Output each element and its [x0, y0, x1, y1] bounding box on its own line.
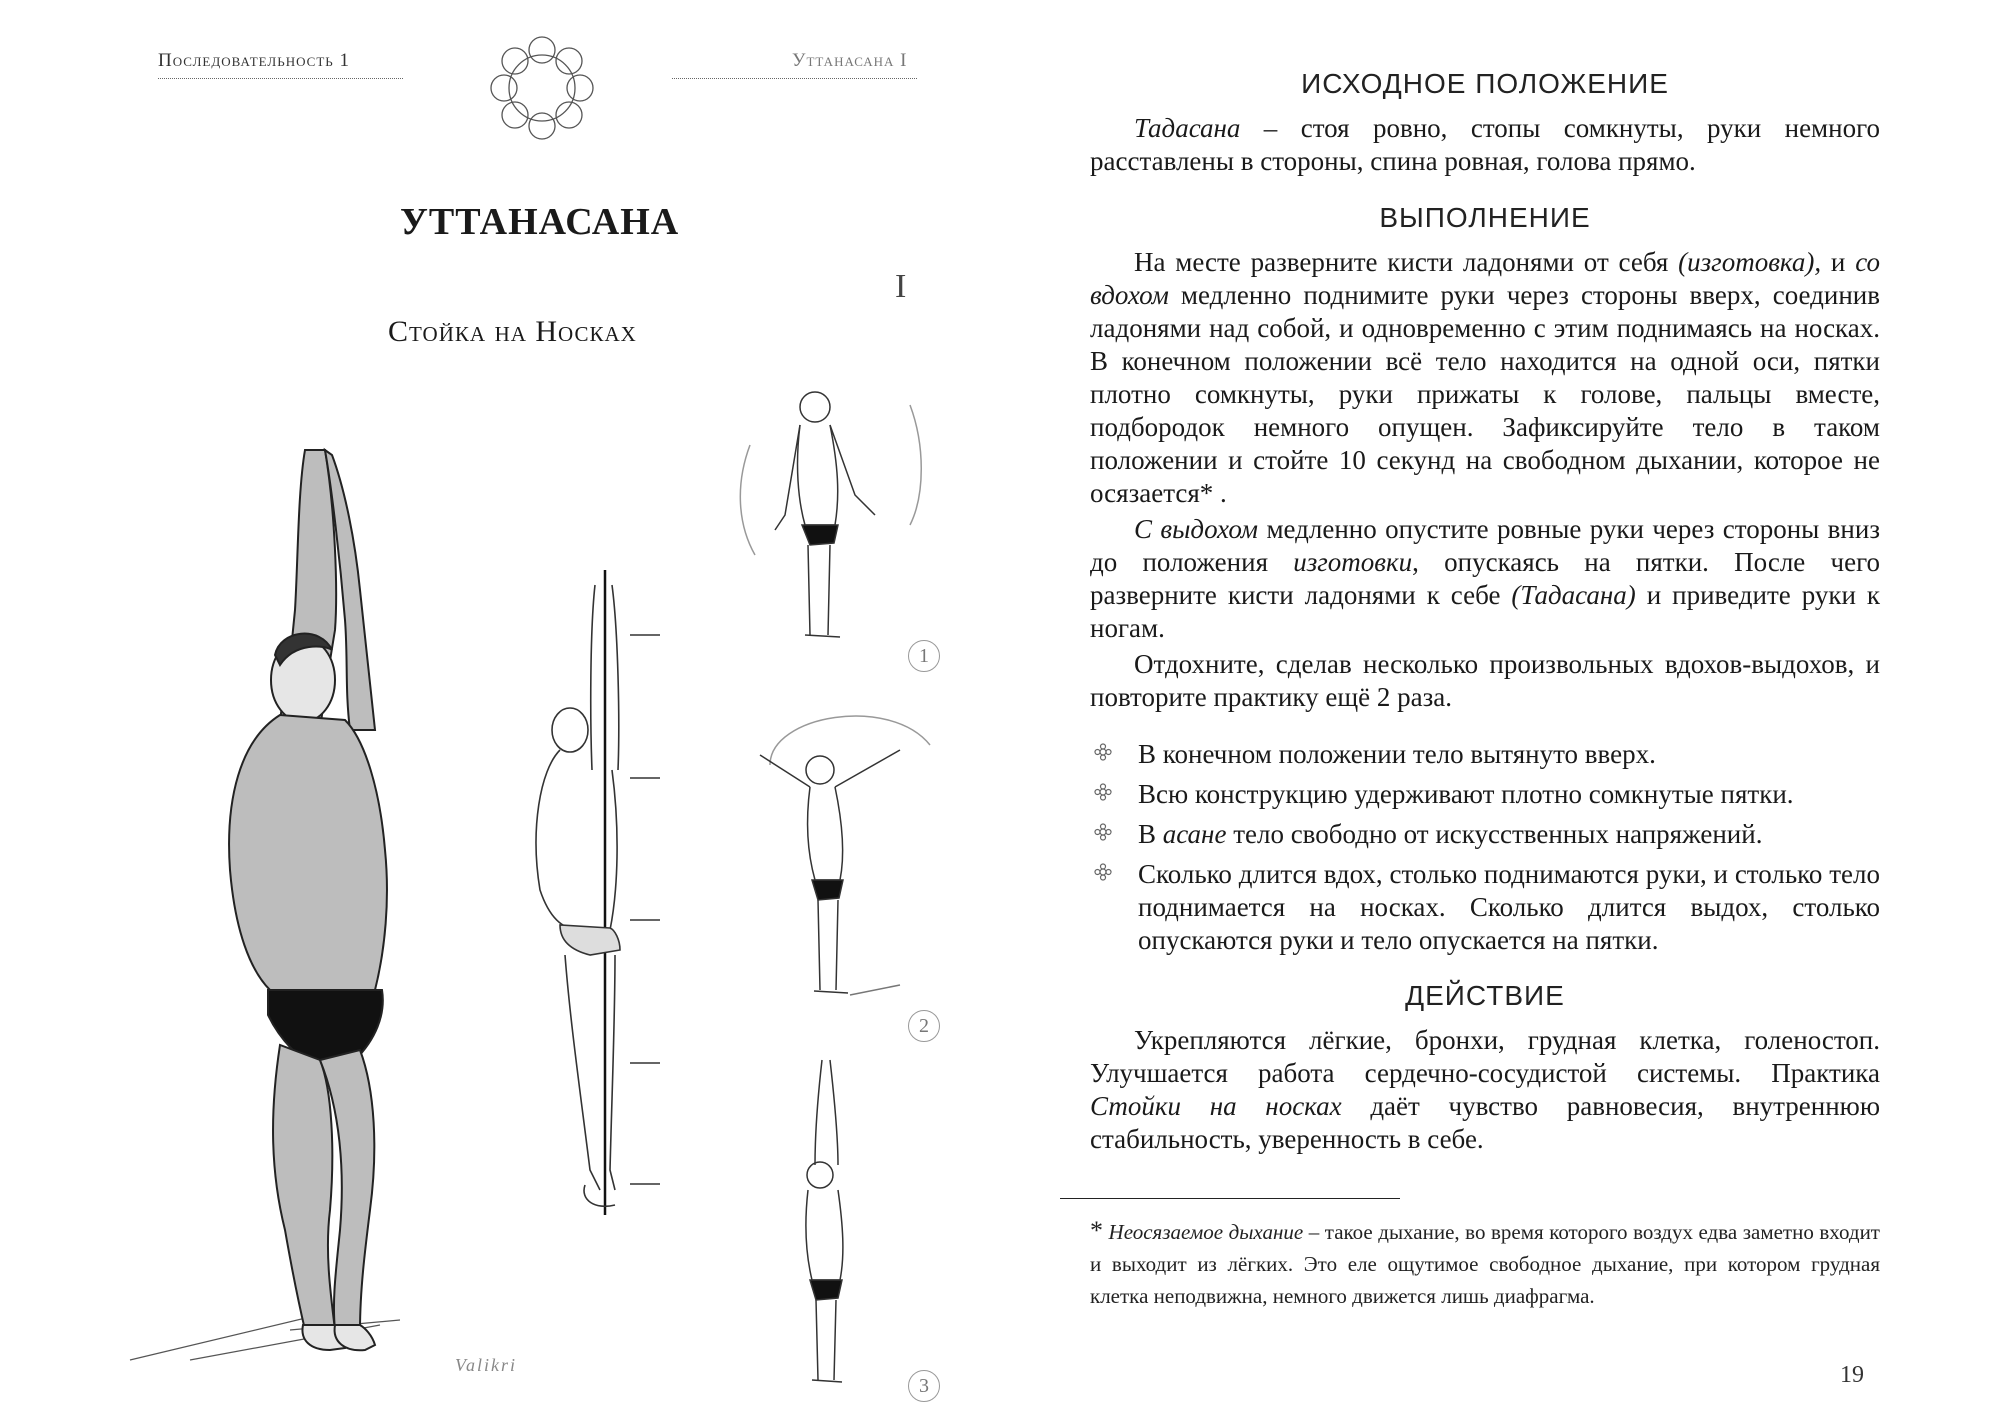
flower-bullet-icon	[1094, 743, 1112, 761]
list-item-text: Всю конструкцию удерживают плотно сомкнутые пятки.	[1138, 779, 1794, 809]
running-head-left: Последовательность 1	[158, 50, 350, 71]
step-label-3: 3	[908, 1370, 940, 1402]
step-label-2: 2	[908, 1010, 940, 1042]
running-head-rule-right	[672, 78, 917, 79]
pose-subtitle: Стойка на Носках	[388, 315, 637, 348]
side-view-illustration	[520, 570, 670, 1220]
main-figure-illustration	[120, 430, 520, 1380]
page-number: 19	[1840, 1362, 1864, 1388]
footnote-marker: *	[1090, 1216, 1103, 1245]
list-item	[1090, 818, 1880, 851]
section-heading-action: ДЕЙСТВИЕ	[1405, 980, 1565, 1011]
start-position-text	[1090, 112, 1880, 178]
term-tadasana: Тадасана	[1134, 113, 1241, 143]
execution-paragraph-2: С выдохом медленно опустите ровные руки через стороны вниз до положения изготовки, опускаясь на пятки. После чего разверните кисти ладонями к себе (Тадасана) и приведите руки к ногам.	[1090, 514, 1880, 643]
list-item	[1090, 858, 1880, 957]
list-item	[1090, 738, 1880, 771]
step-figure-2-illustration	[740, 695, 960, 1015]
list-item-text: Сколько длится вдох, столько поднимаются руки, и столько тело поднимается на носках. Сколько длится выдох, столько опускаются руки и тело опускается на пятки.	[1138, 859, 1880, 955]
execution-paragraph-1: На месте разверните кисти ладонями от себя (изготовка), и со вдохом медленно поднимите руки через стороны вверх, соединив ладонями над собой, и одновременно с этим поднимаясь на носках. В конечном положении всё тело находится на одной оси, пятки плотно сомкнуты, руки прижаты к голове, пальцы вместе, подбородок немного опущен. Зафиксируйте тело в таком положении и стойте 10 секунд на свободном дыхании, которое не осязается* .	[1090, 247, 1880, 508]
footnote-rule	[1060, 1198, 1400, 1199]
roman-numeral: I	[895, 268, 907, 305]
running-head-rule-left	[158, 78, 403, 79]
list-item	[1090, 778, 1880, 811]
section-heading-execution: ВЫПОЛНЕНИЕ	[1379, 202, 1591, 233]
list-item-text: В асане тело свободно от искусственных напряжений.	[1138, 819, 1763, 849]
flower-bullet-icon	[1094, 863, 1112, 881]
action-paragraph: Укрепляются лёгкие, бронхи, грудная клетка, голеностоп. Улучшается работа сердечно-сосудистой системы. Практика Стойки на носках даёт чувство равновесия, внутреннюю стабильность, уверенность в себе.	[1090, 1025, 1880, 1154]
right-page	[1090, 0, 1880, 1409]
footnote: * Неосязаемое дыхание – такое дыхание, во время которого воздух едва заметно входит и выходит из лёгких. Это еле ощутимое свободное дыхание, при котором грудная клетка неподвижна, немного движется лишь диафрагма.	[1090, 1216, 1880, 1308]
illustrator-signature: Valikri	[455, 1355, 517, 1375]
list-item-text: В конечном положении тело вытянуто вверх.	[1138, 739, 1656, 769]
flower-bullet-icon	[1094, 823, 1112, 841]
running-head-right: Уттанасана I	[792, 50, 908, 71]
pose-title: УТТАНАСАНА	[400, 201, 680, 243]
section-heading-start-position: ИСХОДНОЕ ПОЛОЖЕНИЕ	[1301, 68, 1669, 99]
execution-paragraph-3: Отдохните, сделав несколько произвольных вдохов-выдохов, и повторите практику ещё 2 раза.	[1090, 649, 1880, 712]
key-points-list	[1090, 738, 1880, 964]
step-figure-1-illustration	[730, 385, 960, 645]
step-label-1: 1	[908, 640, 940, 672]
flower-bullet-icon	[1094, 783, 1112, 801]
start-position-body: – стоя ровно, стопы сомкнуты, руки немного расставлены в стороны, спина ровная, голова прямо.	[1090, 113, 1880, 176]
ornament-rosette-icon	[484, 30, 600, 146]
step-figure-3-illustration	[760, 1055, 890, 1390]
